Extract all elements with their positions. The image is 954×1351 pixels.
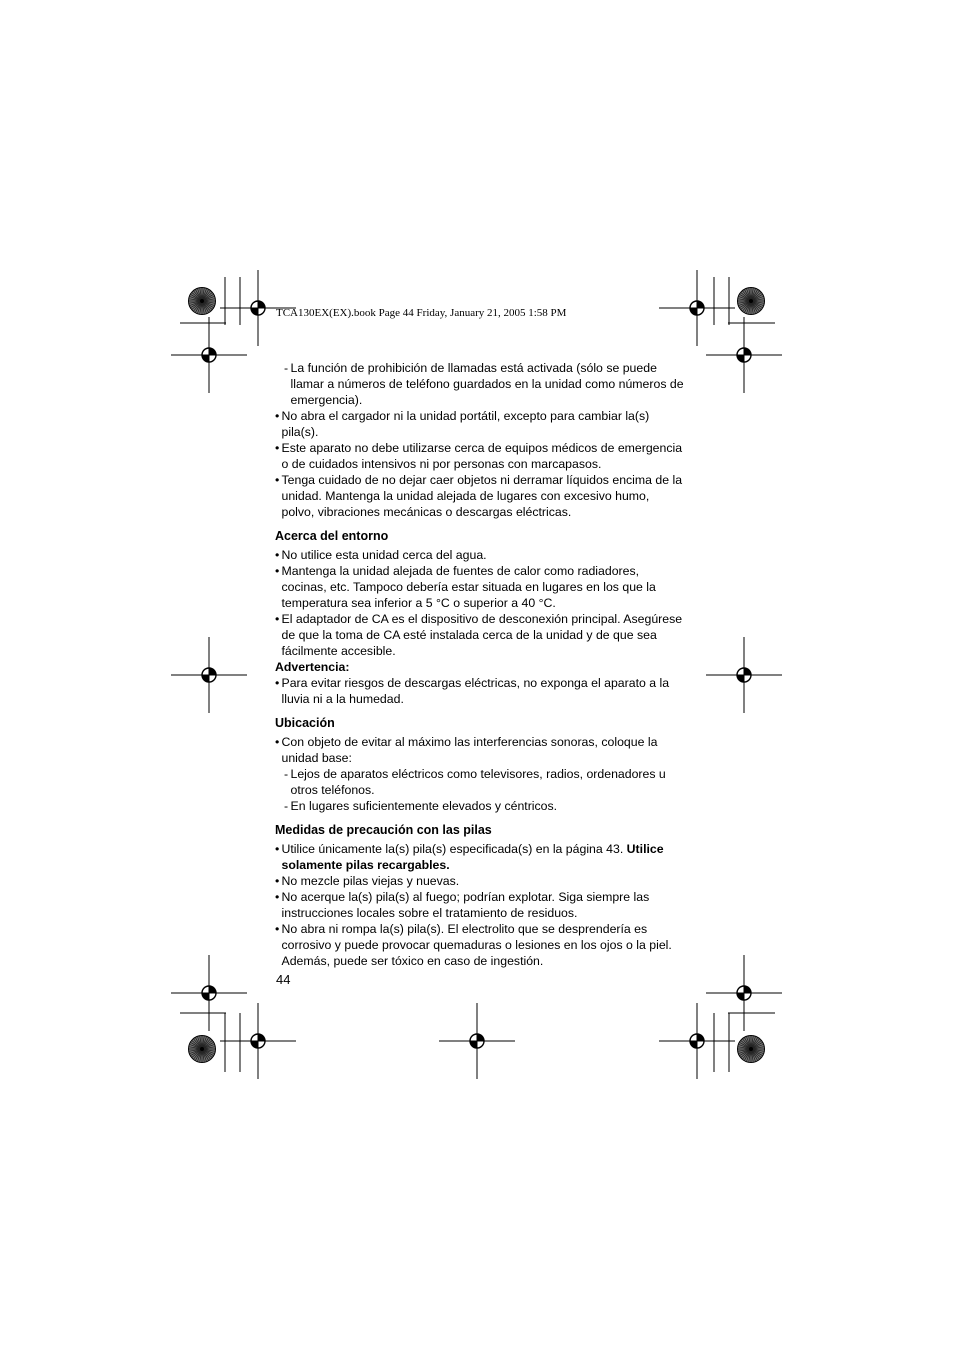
bullet-text: Con objeto de evitar al máximo las interferencias sonoras, coloque la unidad base: (281, 735, 658, 765)
list-item (275, 611, 685, 659)
bullet-marker: • (275, 890, 280, 904)
bullet-text: No abra ni rompa la(s) pila(s). El electrolito que se desprendería es corrosivo y puede provocar quemaduras o lesiones en los ojos o la piel. Además, puede ser tóxico en caso de ingestión. (281, 922, 672, 968)
registration-mark (659, 270, 735, 346)
bullet-text: Para evitar riesgos de descargas eléctricas, no exponga el aparato a la lluvia ni a la humedad. (281, 676, 670, 706)
registration-mark (706, 317, 782, 393)
section-heading-pilas: Medidas de precaución con las pilas (275, 823, 492, 837)
list-item (275, 547, 685, 563)
starburst-target (189, 1036, 216, 1063)
registration-mark (220, 1003, 296, 1079)
bullet-bold-text: Utilice solamente pilas recargables. (281, 842, 664, 872)
bullet-marker: • (275, 922, 280, 936)
bullet-text: No abra el cargador ni la unidad portátil, excepto para cambiar la(s) pila(s). (281, 409, 650, 439)
bullet-marker: • (275, 409, 280, 423)
list-item (275, 472, 685, 520)
bullet-marker: • (275, 676, 280, 690)
bullet-marker: • (275, 735, 280, 749)
bullet-marker: • (275, 564, 280, 578)
bullet-text: No mezcle pilas viejas y nuevas. (281, 874, 460, 888)
starburst-target (189, 288, 216, 315)
sub-item-text: La función de prohibición de llamadas está activada (sólo se puede llamar a números de teléfono guardados en la unidad como números de emergencia). (290, 361, 684, 407)
print-header: TCA130EX(EX).book Page 44 Friday, January 21, 2005 1:58 PM (276, 307, 567, 319)
list-sub-item (275, 360, 685, 408)
list-sub-item (275, 798, 685, 814)
registration-mark (659, 1003, 735, 1079)
list-item (275, 889, 685, 921)
list-item (275, 408, 685, 440)
registration-mark (706, 637, 782, 713)
section-heading-ubicacion: Ubicación (275, 716, 335, 730)
list-sub-item (275, 766, 685, 798)
sub-item-text: Lejos de aparatos eléctricos como televisores, radios, ordenadores u otros teléfonos. (290, 767, 666, 797)
page-content (275, 360, 685, 969)
bullet-text: Tenga cuidado de no dejar caer objetos ni derramar líquidos encima de la unidad. Mantenga la unidad alejada de lugares con excesivo humo, polvo, vibraciones mecánicas o descargas eléctricas. (281, 473, 683, 519)
starburst-target (738, 288, 765, 315)
registration-mark (171, 317, 247, 393)
bullet-text: El adaptador de CA es el dispositivo de desconexión principal. Asegúrese de que la toma de CA esté instalada cerca de la unidad y de que sea fácilmente accesible. (281, 612, 683, 658)
bullet-marker: • (275, 612, 280, 626)
bullet-text: Mantenga la unidad alejada de fuentes de calor como radiadores, cocinas, etc. Tampoco debería estar situada en lugares en los que la temperatura sea inferior a 5 °C o superior a 40 °C. (281, 564, 656, 610)
list-item (275, 873, 685, 889)
bullet-marker: • (275, 473, 280, 487)
bullet-text: Utilice únicamente la(s) pila(s) especificada(s) en la página 43. (281, 842, 627, 856)
section-heading-entorno: Acerca del entorno (275, 529, 389, 543)
warning-label: Advertencia: (275, 660, 350, 674)
bullet-marker: • (275, 441, 280, 455)
dash-marker: - (284, 799, 289, 813)
bullet-text: Este aparato no debe utilizarse cerca de equipos médicos de emergencia o de cuidados intensivos ni por personas con marcapasos. (281, 441, 683, 471)
list-item (275, 841, 685, 873)
registration-mark (439, 1003, 515, 1079)
registration-mark (171, 955, 247, 1031)
registration-mark (171, 637, 247, 713)
dash-marker: - (284, 361, 289, 375)
bullet-marker: • (275, 842, 280, 856)
bullet-marker: • (275, 874, 280, 888)
page-number: 44 (276, 972, 291, 987)
list-item (275, 734, 685, 766)
bullet-text: No acerque la(s) pila(s) al fuego; podrían explotar. Siga siempre las instrucciones locales sobre el tratamiento de residuos. (281, 890, 650, 920)
list-item (275, 921, 685, 969)
list-item (275, 440, 685, 472)
sub-item-text: En lugares suficientemente elevados y céntricos. (290, 799, 558, 813)
list-item (275, 675, 685, 707)
list-item (275, 563, 685, 611)
dash-marker: - (284, 767, 289, 781)
bullet-text: No utilice esta unidad cerca del agua. (281, 548, 487, 562)
starburst-target (738, 1036, 765, 1063)
bullet-marker: • (275, 548, 280, 562)
registration-mark (706, 955, 782, 1031)
